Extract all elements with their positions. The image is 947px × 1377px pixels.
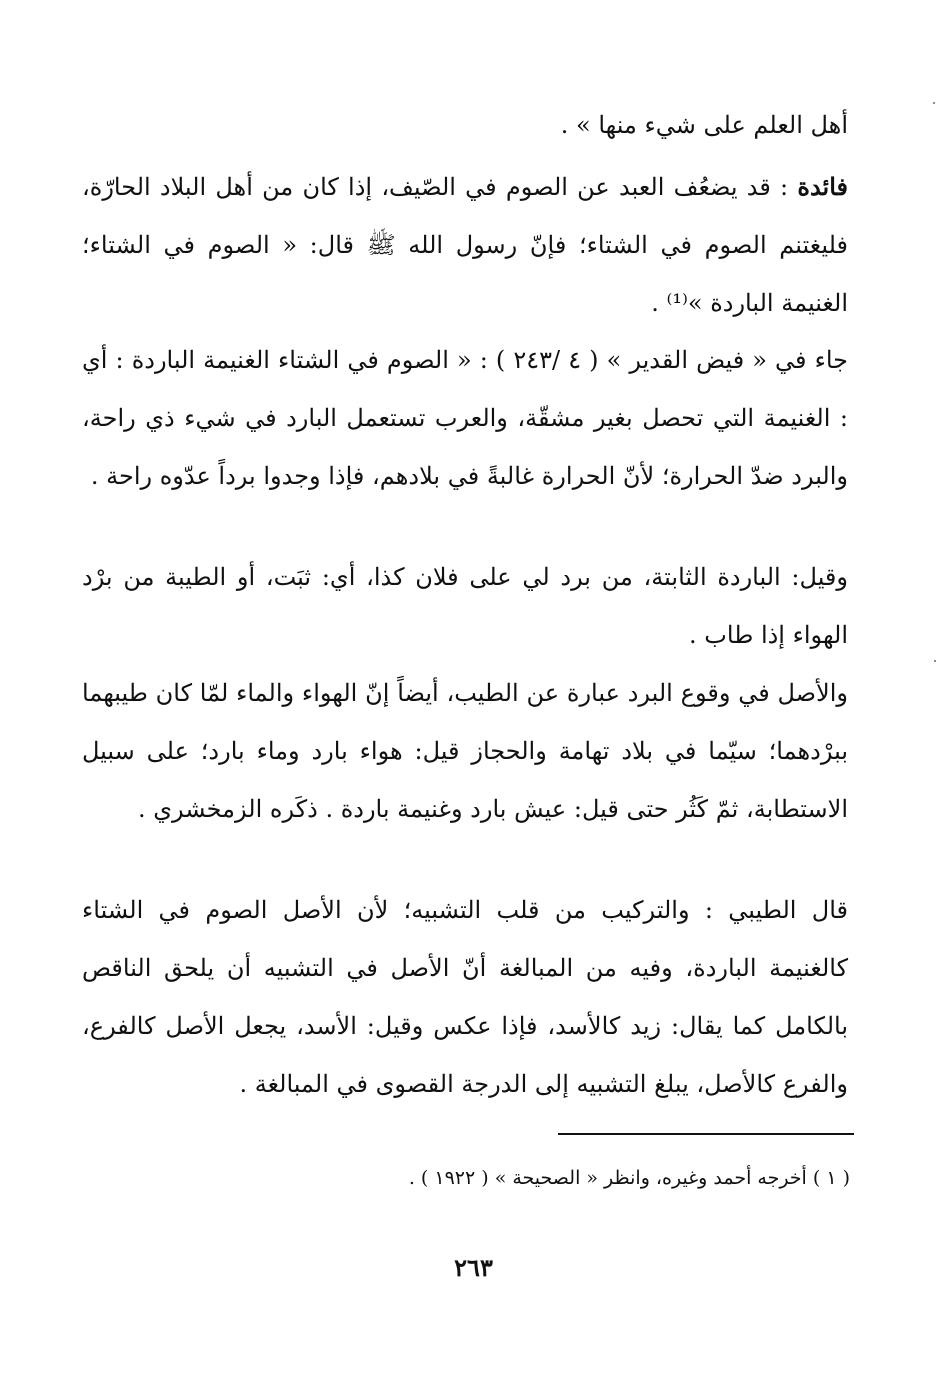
footnote: ( ١ ) أخرجه أحمد وغيره، وانظر « الصحيحة » ( ١٩٢٢ ) . [408,1167,850,1189]
paragraph-text: وقيل: الباردة الثابتة، من برد لي على فلان كذا، أي: ثبَت، أو الطيبة من برْد الهواء إذا طاب . [82,563,848,649]
paragraph-origin [82,664,848,838]
paragraph-text: والأصل في وقوع البرد عبارة عن الطيب، أيضاً إنّ الهواء والماء لمّا كان طيبهما ببرْدهما؛ سيّما في بلاد تهامة والحجاز قيل: هواء بارد وماء بارد؛ على سبيل الاستطابة، ثمّ كَثُر حتى قيل: عيش بارد وغنيمة باردة . ذكَره الزمخشري . [82,679,848,823]
footnote-divider [558,1133,854,1135]
paragraph-text: جاء في « فيض القدير » ( ٤ /٢٤٣ ) : « الصوم في الشتاء الغنيمة الباردة : أي : الغنيمة التي تحصل بغير مشقّة، والعرب تستعمل البارد في شيء ذي راحة، والبرد ضدّ الحرارة؛ لأنّ الحرارة غالبةً في بلادهم، فإذا وجدوا برداً عدّوه راحة . [82,346,848,490]
paragraph-lead: فائدة [797,172,849,201]
paragraph-text: قال الطيبي : والتركيب من قلب التشبيه؛ لأن الأصل الصوم في الشتاء كالغنيمة الباردة، وفيه من المبالغة أنّ الأصل في التشبيه أن يلحق الناقص بالكامل كما يقال: زيد كالأسد، فإذا عكس وقيل: الأسد، يجعل الأصل كالفرع، والفرع كالأصل، يبلغ التشبيه إلى الدرجة القصوى في المبالغة . [82,896,849,1098]
page-number: ٢٦٣ [454,1253,493,1282]
paragraph-text: أهل العلم على شيء منها » . [560,111,848,139]
paragraph-alternate-meaning [82,548,848,664]
paragraph-tibi [82,881,848,1113]
scan-speck [934,660,936,662]
paragraph-text: : قد يضعُف العبد عن الصوم في الصّيف، إذا كان من أهل البلاد الحارّة، فليغتنم الصوم في الشتاء؛ فإنّ رسول الله ﷺ قال: « الصوم في الشتاء؛ الغنيمة الباردة »⁽¹⁾ . [82,173,848,317]
paragraph-continuation [82,96,848,154]
paragraph-benefit [82,158,848,332]
scan-speck [933,102,935,104]
paragraph-fayd-quote [82,331,848,505]
